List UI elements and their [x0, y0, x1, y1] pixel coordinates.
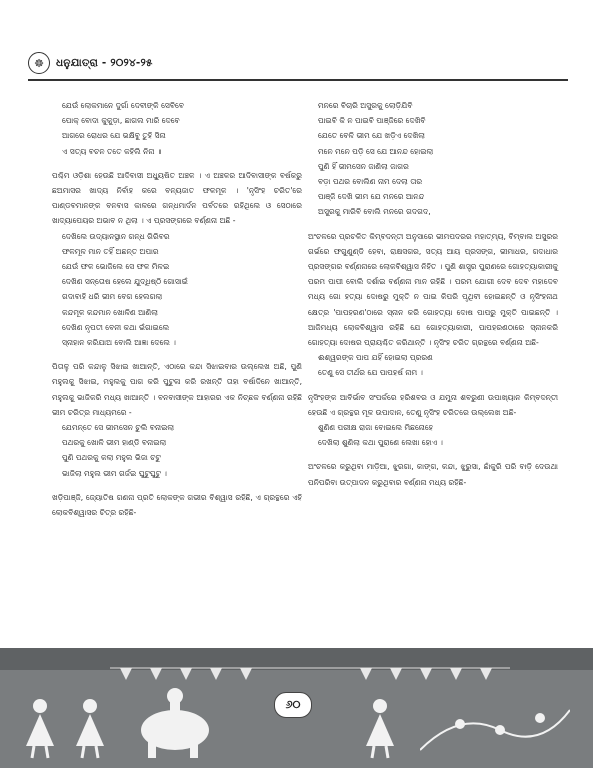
verse-block — [308, 420, 558, 450]
paragraph: ପିତାଳୁ ପରି କନ୍ଦାଳୁ ସିଝାଇ ଖାଆନ୍ତି, ଏଠାରେ କନ୍ଦା ସିଝାଇବାର ଉଲ୍ଲେଖ ଅଛି, ପୁଣି ମହୁଲକୁ ସିଝାଇ, ମହୁଲକୁ ପାଗ କରି ପୁଟୁଳା କରି ରଖନ୍ତି ତାହା ବର୍ଷାଦିନେ ଖାଆନ୍ତି, ମହୁଲକୁ ଭାଜିକରି ମଧ୍ୟ ଖାଆନ୍ତି । ବନବାସୀଙ୍କ ଆହାରର ଏକ ନିଚ୍ଛକ ବର୍ଣ୍ଣନା ରହିଛି ଭୀମ ଚରିତ୍ର ମାଧ୍ୟମରେ - — [52, 362, 302, 417]
page-header — [28, 50, 568, 76]
verse-line: ଭାଜିଲା ମହୁଲ ଭୀମ ଗର୍ଜଇ ଘୁଟୁଘୁଟୁ । — [62, 468, 167, 478]
header-divider — [28, 79, 568, 81]
verse-line: ଈଶ୍ୱରଙ୍କ ପାପ ଯହିଁ ହୋଇଲା ପ୍ରରଣ — [318, 353, 433, 363]
paragraph: ଅଂଚଳରେ କରୁଥିବା ମାଡ଼ିଆ, ଝୁରଗା, କାଙ୍ଗ, କନ୍ଦା, ଝୁରୁସା, ଛାଁକୁରି ପରି ବାଡ଼ି ଦେଉଥା ପନିପରିବା ଉତ୍ପାଦନ କରୁଥିବାର ବର୍ଣ୍ଣନା ମଧ୍ୟ ରହିଛି- — [308, 462, 558, 487]
verse-line: କନ୍ଦମୂଳ କନ୍ଦମାନ ଖୋଳିଣ ଆଣିଲା — [62, 307, 158, 317]
verse-line: ଅସୁରକୁ ମାରିବି ବୋଲି ମନରେ ଗଦଗଦ, — [318, 207, 431, 217]
verse-line: ମନରେ ବିଚାରି ଅସୁରକୁ ଲୋଡ଼ିଯିବି — [318, 101, 413, 110]
paragraph: ଅଂଚଳରେ ପ୍ରଚଳିତ କିମ୍ବଦନ୍ତୀ ଅନୁସାରେ ଭୀମପଦରର ମହାତ୍ମ୍ୟ, ବିମ୍ବାଲ ଅସୁରର ଗର୍ଭରେ ଫଗୁଣୁଣ୍ଡି ହେବା, ରାକ୍ଷସଗର, ସତ୍ୟ ଆୟ ପ୍ରସଙ୍ଗ, ଭୀମାଧର, ଗଦାଧାର ପ୍ରସଙ୍ଗର ବର୍ଣ୍ଣନାରେ ଲୋକବିଶ୍ୱାସ ନିହିତ । ପୁଣି ଶାସ୍ତ୍ର ପୁରାଣରେ ଗୋହତ୍ୟାକାରୀକୁ ପରମ ପାପୀ ବୋଲି ଦର୍ଶାଇ ବର୍ଣ୍ଣନା ମାନ ରହିଛି । ପରମ ଯୋଗୀ ଦେବ ଦେବ ମହାଦେବ ମଧ୍ୟ ଗୋ ହତ୍ୟା ଦୋଷରୁ ମୁକ୍ତି ନ ପାଇ କିପରି ପୃଥିବୀ ହୋଇଛନ୍ତି ଓ ନୃସିଂହନାଥ କ୍ଷେତ୍ର 'ପାପହରଣ'ଠାରେ ସ୍ନାନ କରି ଗୋହତ୍ୟା ଦୋଷ ପାପରୁ ମୁକ୍ତି ପାଇଛନ୍ତି । ଆଜିମଧ୍ୟ ଲୋକବିଶ୍ୱାସ ରହିଛି ଯେ ଗୋହତ୍ୟାକାରୀ, ପାପହରଣଠାରେ ସ୍ନାନକରି ଗୋହତ୍ୟା ଦୋଷର ପ୍ରାୟଶ୍ଚିତ କରିଥାନ୍ତି । ନୃସିଂହ ଚରିତ ଗ୍ରନ୍ଥରେ ବର୍ଣ୍ଣନା ଅଛି- — [308, 231, 558, 348]
decorative-footer — [0, 648, 593, 768]
journal-title: ଧନୁଯାତ୍ରା - ୨୦୨୪-୨୫ — [56, 56, 153, 69]
verse-block — [308, 350, 558, 380]
verse-block — [52, 420, 302, 481]
folk-dancer-icon — [360, 696, 400, 760]
verse-line: ଯେତେ ବେଳି ଭୀମ ଯେ ଖଡ଼ିଏ ଦେଖିଲା — [318, 131, 426, 141]
verse-line: ଫଳମୂଳ ମାନ ତହିଁ ଅଛନ୍ତ ଅପାର — [62, 246, 159, 256]
verse-line: ତେଣୁ ସେ ତୀର୍ଥର ଯେ ପାପହର୍ଷ ନାମ । — [318, 368, 423, 378]
verse-line: ଆଗରେ ରୋଧର ଯେ ଭକ୍ଷିବୁ ତୁହି ସିନା — [62, 131, 166, 141]
verse-line: ଦେଖିଣ ସନ୍ତୋଷ ହେଲେ ଯୁଦ୍ଧିଷ୍ଠି ଗୋସାଇଁ — [62, 277, 188, 287]
verse-line: ଯେମନ୍ତେ ସେ ଭୀମସେନ ଚୁଲି ବନାଇଲା — [62, 423, 175, 433]
verse-line: ଦେଖିଲା ଶୁଣିଲା କଥା ପୁରାଣେ ଲେଖା ହୋଏ । — [318, 438, 443, 448]
verse-block — [52, 229, 302, 351]
verse-line: ଯେଉଁ ଲୋକମାନେ ଦୁର୍ଗା ଦେବୀଙ୍କି ସେବିବେ — [62, 101, 184, 110]
verse-line: ଶୁଣିଣ ପରୀକ୍ଷ ରାଜା ବୋଇଲେ ମିଛନୋହେ — [318, 423, 434, 433]
verse-block — [52, 98, 302, 159]
left-column — [52, 98, 302, 520]
verse-line: ମନେ ମନେ ପଡ଼ି ସେ ଯେ ଆନନ୍ଦ ହୋଇଲା — [318, 146, 434, 156]
verse-line: ବଡ଼ା ପଥର ବୋଲିଣ ନାମ ଦେଲା ତାର — [318, 177, 423, 187]
elephant-rider-icon — [130, 680, 220, 760]
verse-block — [308, 98, 558, 220]
verse-line: ଦେଖିଣ ନୃପତୀ ବେନୀ କଥା ଭଁଗାଇଲେ — [62, 322, 170, 332]
verse-line: ଏ ସତ୍ୟ ବଚନ ତତେ କହିଲି ନିନା ॥ — [62, 146, 162, 156]
verse-line: ଗଦାବାହି ଧରି ଭୀମ ବେଗ ହେଲଗଲା — [62, 292, 163, 302]
paragraph: ଖଡ଼ିପାଞ୍ଜି, ଜ୍ୟୋତିଷ ଗଣନା ପ୍ରତି ଲୋକଙ୍କ ଗଭୀର ବିଶ୍ୱାସ ରହିଛି, ଏ ଗ୍ରନ୍ଥରେ ଏହି ଲୋକବିଶ୍ୱାସର ଚିତ୍ର ରହିଛି- — [52, 492, 302, 518]
verse-line: ଦେଖିଲେ ଉଦ୍ୟାନସ୍ଥାନ ଗନ୍ଧ ଗିରିବର — [62, 231, 170, 241]
verse-line: ପାଇବି କି ନ ପାଇବି ପାଞ୍ଜିରେ ଦେଖିବି — [318, 116, 426, 126]
paragraph: ନୃସିଂହଙ୍କ ଆବିର୍ଭାବ ସଂପର୍କରେ ହରିଶବର ଓ ଯମୁନା ଶବରୁଣୀ ଉପାଖ୍ୟାନ କିମ୍ବଦନ୍ତୀ ହେଉଛି ଏ ଗ୍ରନ୍ଥର ମୂଳ ଉପାଦାନ, ତେଣୁ ନୃସିଂହ ଚରିତରେ ଉଲ୍ଲେଖ ଅଛି- — [308, 392, 558, 417]
flower-vine-icon — [420, 690, 570, 760]
verse-line: ପୁଣି ହିଁ ଭୀମସେନ ଜାଣିଲା ଜାଗର — [318, 161, 409, 171]
page-number: ୬୦ — [274, 692, 312, 718]
verse-line: ପୁଣି ପଥରକୁ କଲା ମହୁଲ ଭିଜା ଚଟୁ — [62, 453, 161, 463]
folk-dancer-icon — [20, 696, 60, 760]
verse-line: ପୋକ୍ ବୋଦା କୁକୁଡ଼ା, ଛାଗଲ ମାରି ଦେବେ — [62, 116, 180, 126]
verse-line: ପଥରକୁ ଖୋଳି ଭୀମ ହାଣ୍ଡି ବନାଇଲା — [62, 438, 167, 448]
paragraph: ପଶ୍ଚିମ ଓଡ଼ିଶା ହେଉଛି ଆଦିବାସୀ ଅଧ୍ୟୁଷିତ ଅଞ୍ଚଳ । ଏ ଅଞ୍ଚଳର ଆଦିବାସୀଙ୍କ ବର୍ଷକରୁ ଛଅମାସର ଖାଦ୍ୟ ନିର୍ବାହ କରେ ବନ୍ୟଜାତ ଫଳମୂଳ । 'ନୃସିଂହ ଚରିତ'ରେ ପାଣ୍ଡବମାନଙ୍କ ବନବାସ କାଳରେ ଗନ୍ଧମାର୍ଦନ ପର୍ବତରେ ରହିଥିଲେ ଓ ସେଠାରେ ଖାଦ୍ୟାପେୟର ଅଭାବ ନ ଥିଲା । ଏ ପ୍ରସଙ୍ଗରେ ବର୍ଣ୍ଣନା ଅଛି - — [52, 170, 302, 226]
verse-line: ସ୍ନାହାନ କରିଯାଅ ବୋଲି ଆଜ୍ଞା ଦେଲେ । — [62, 338, 176, 348]
folk-dancer-icon — [70, 696, 110, 760]
emblem-icon: ☸ — [28, 52, 50, 74]
right-column — [308, 98, 558, 490]
verse-line: ପାଞ୍ଜି ଦେଖି ଭୀମ ଯେ ମନରେ ଆନନ୍ଦ — [318, 192, 425, 202]
verse-line: ଯେଉଁ ଫଳ ଭୋଜିଲେ ସେ ଫଳ ମିଳଇ — [62, 262, 170, 272]
